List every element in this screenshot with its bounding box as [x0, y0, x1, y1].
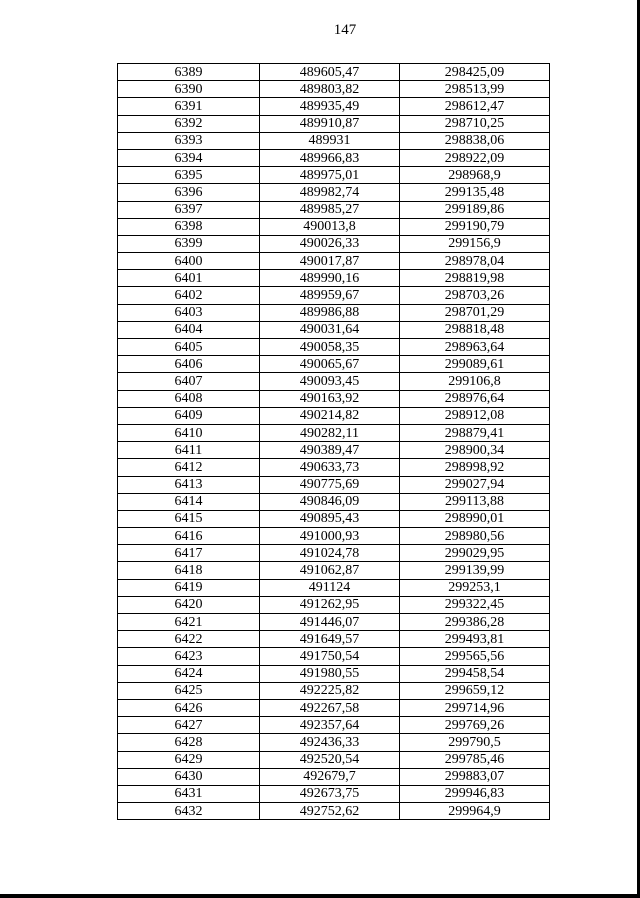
y-coordinate-cell: 299565,56: [400, 648, 550, 665]
x-coordinate-cell: 489982,74: [260, 184, 400, 201]
table-row: [118, 184, 550, 201]
y-coordinate-cell: 299785,46: [400, 751, 550, 768]
table-row: [118, 596, 550, 613]
table-row: [118, 768, 550, 785]
point-number-cell: 6414: [118, 493, 260, 510]
point-number-cell: 6425: [118, 682, 260, 699]
x-coordinate-cell: 490017,87: [260, 253, 400, 270]
x-coordinate-cell: 491062,87: [260, 562, 400, 579]
x-coordinate-cell: 491980,55: [260, 665, 400, 682]
y-coordinate-cell: 299139,99: [400, 562, 550, 579]
point-number-cell: 6406: [118, 356, 260, 373]
x-coordinate-cell: 489986,88: [260, 304, 400, 321]
table-row: [118, 785, 550, 802]
x-coordinate-cell: 491024,78: [260, 545, 400, 562]
x-coordinate-cell: 492520,54: [260, 751, 400, 768]
point-number-cell: 6392: [118, 115, 260, 132]
x-coordinate-cell: 492673,75: [260, 785, 400, 802]
table-row: [118, 665, 550, 682]
y-coordinate-cell: 299253,1: [400, 579, 550, 596]
y-coordinate-cell: 299714,96: [400, 699, 550, 716]
x-coordinate-cell: 489605,47: [260, 64, 400, 81]
coordinates-table-body: [118, 64, 550, 820]
y-coordinate-cell: 299458,54: [400, 665, 550, 682]
table-row: [118, 510, 550, 527]
table-row: [118, 734, 550, 751]
table-row: [118, 682, 550, 699]
y-coordinate-cell: 299790,5: [400, 734, 550, 751]
y-coordinate-cell: 298701,29: [400, 304, 550, 321]
y-coordinate-cell: 299946,83: [400, 785, 550, 802]
y-coordinate-cell: 299135,48: [400, 184, 550, 201]
x-coordinate-cell: 491262,95: [260, 596, 400, 613]
y-coordinate-cell: 298976,64: [400, 390, 550, 407]
y-coordinate-cell: 298819,98: [400, 270, 550, 287]
x-coordinate-cell: 490058,35: [260, 339, 400, 356]
x-coordinate-cell: 491750,54: [260, 648, 400, 665]
y-coordinate-cell: 298425,09: [400, 64, 550, 81]
point-number-cell: 6390: [118, 81, 260, 98]
point-number-cell: 6391: [118, 98, 260, 115]
y-coordinate-cell: 299659,12: [400, 682, 550, 699]
x-coordinate-cell: 491446,07: [260, 614, 400, 631]
point-number-cell: 6427: [118, 717, 260, 734]
point-number-cell: 6401: [118, 270, 260, 287]
x-coordinate-cell: 489931: [260, 132, 400, 149]
table-row: [118, 339, 550, 356]
table-row: [118, 149, 550, 166]
table-row: [118, 356, 550, 373]
point-number-cell: 6411: [118, 442, 260, 459]
table-row: [118, 115, 550, 132]
table-row: [118, 167, 550, 184]
x-coordinate-cell: 490895,43: [260, 510, 400, 527]
y-coordinate-cell: 299113,88: [400, 493, 550, 510]
y-coordinate-cell: 298612,47: [400, 98, 550, 115]
table-row: [118, 614, 550, 631]
x-coordinate-cell: 490093,45: [260, 373, 400, 390]
table-row: [118, 270, 550, 287]
y-coordinate-cell: 299156,9: [400, 235, 550, 252]
point-number-cell: 6389: [118, 64, 260, 81]
point-number-cell: 6413: [118, 476, 260, 493]
point-number-cell: 6426: [118, 699, 260, 716]
x-coordinate-cell: 489975,01: [260, 167, 400, 184]
table-row: [118, 132, 550, 149]
x-coordinate-cell: 490282,11: [260, 424, 400, 441]
table-row: [118, 218, 550, 235]
x-coordinate-cell: 491124: [260, 579, 400, 596]
point-number-cell: 6405: [118, 339, 260, 356]
point-number-cell: 6419: [118, 579, 260, 596]
table-row: [118, 235, 550, 252]
table-row: [118, 442, 550, 459]
y-coordinate-cell: 298922,09: [400, 149, 550, 166]
table-row: [118, 390, 550, 407]
point-number-cell: 6397: [118, 201, 260, 218]
point-number-cell: 6400: [118, 253, 260, 270]
point-number-cell: 6409: [118, 407, 260, 424]
point-number-cell: 6428: [118, 734, 260, 751]
x-coordinate-cell: 490389,47: [260, 442, 400, 459]
table-row: [118, 459, 550, 476]
x-coordinate-cell: 489935,49: [260, 98, 400, 115]
point-number-cell: 6422: [118, 631, 260, 648]
y-coordinate-cell: 298513,99: [400, 81, 550, 98]
x-coordinate-cell: 490031,64: [260, 321, 400, 338]
x-coordinate-cell: 492267,58: [260, 699, 400, 716]
table-row: [118, 201, 550, 218]
y-coordinate-cell: 299029,95: [400, 545, 550, 562]
point-number-cell: 6393: [118, 132, 260, 149]
table-row: [118, 407, 550, 424]
table-row: [118, 545, 550, 562]
y-coordinate-cell: 298963,64: [400, 339, 550, 356]
table-row: [118, 253, 550, 270]
table-row: [118, 648, 550, 665]
x-coordinate-cell: 492752,62: [260, 803, 400, 820]
point-number-cell: 6399: [118, 235, 260, 252]
y-coordinate-cell: 298978,04: [400, 253, 550, 270]
y-coordinate-cell: 299386,28: [400, 614, 550, 631]
point-number-cell: 6431: [118, 785, 260, 802]
y-coordinate-cell: 298818,48: [400, 321, 550, 338]
x-coordinate-cell: 489910,87: [260, 115, 400, 132]
y-coordinate-cell: 299964,9: [400, 803, 550, 820]
table-row: [118, 528, 550, 545]
coordinates-table: [117, 63, 550, 820]
point-number-cell: 6396: [118, 184, 260, 201]
point-number-cell: 6430: [118, 768, 260, 785]
table-row: [118, 304, 550, 321]
x-coordinate-cell: 492679,7: [260, 768, 400, 785]
table-row: [118, 803, 550, 820]
point-number-cell: 6432: [118, 803, 260, 820]
x-coordinate-cell: 492436,33: [260, 734, 400, 751]
table-row: [118, 631, 550, 648]
point-number-cell: 6398: [118, 218, 260, 235]
point-number-cell: 6410: [118, 424, 260, 441]
table-row: [118, 476, 550, 493]
y-coordinate-cell: 298710,25: [400, 115, 550, 132]
point-number-cell: 6407: [118, 373, 260, 390]
y-coordinate-cell: 298980,56: [400, 528, 550, 545]
table-row: [118, 493, 550, 510]
x-coordinate-cell: 491649,57: [260, 631, 400, 648]
y-coordinate-cell: 298703,26: [400, 287, 550, 304]
y-coordinate-cell: 299493,81: [400, 631, 550, 648]
y-coordinate-cell: 299106,8: [400, 373, 550, 390]
point-number-cell: 6402: [118, 287, 260, 304]
x-coordinate-cell: 489966,83: [260, 149, 400, 166]
point-number-cell: 6395: [118, 167, 260, 184]
y-coordinate-cell: 298900,34: [400, 442, 550, 459]
x-coordinate-cell: 490026,33: [260, 235, 400, 252]
point-number-cell: 6404: [118, 321, 260, 338]
y-coordinate-cell: 299322,45: [400, 596, 550, 613]
y-coordinate-cell: 299190,79: [400, 218, 550, 235]
y-coordinate-cell: 299027,94: [400, 476, 550, 493]
x-coordinate-cell: 492357,64: [260, 717, 400, 734]
y-coordinate-cell: 299089,61: [400, 356, 550, 373]
x-coordinate-cell: 490013,8: [260, 218, 400, 235]
point-number-cell: 6418: [118, 562, 260, 579]
point-number-cell: 6420: [118, 596, 260, 613]
point-number-cell: 6394: [118, 149, 260, 166]
table-row: [118, 81, 550, 98]
table-row: [118, 424, 550, 441]
point-number-cell: 6403: [118, 304, 260, 321]
x-coordinate-cell: 491000,93: [260, 528, 400, 545]
page-number: 147: [333, 22, 357, 38]
y-coordinate-cell: 298968,9: [400, 167, 550, 184]
x-coordinate-cell: 490846,09: [260, 493, 400, 510]
y-coordinate-cell: 298990,01: [400, 510, 550, 527]
page-border-bottom: [0, 894, 640, 898]
y-coordinate-cell: 298879,41: [400, 424, 550, 441]
x-coordinate-cell: 489959,67: [260, 287, 400, 304]
point-number-cell: 6408: [118, 390, 260, 407]
x-coordinate-cell: 490775,69: [260, 476, 400, 493]
point-number-cell: 6416: [118, 528, 260, 545]
table-row: [118, 287, 550, 304]
point-number-cell: 6423: [118, 648, 260, 665]
table-row: [118, 579, 550, 596]
y-coordinate-cell: 299883,07: [400, 768, 550, 785]
x-coordinate-cell: 489985,27: [260, 201, 400, 218]
x-coordinate-cell: 490633,73: [260, 459, 400, 476]
table-row: [118, 98, 550, 115]
point-number-cell: 6412: [118, 459, 260, 476]
point-number-cell: 6429: [118, 751, 260, 768]
table-row: [118, 717, 550, 734]
table-row: [118, 321, 550, 338]
point-number-cell: 6415: [118, 510, 260, 527]
y-coordinate-cell: 299769,26: [400, 717, 550, 734]
x-coordinate-cell: 490214,82: [260, 407, 400, 424]
x-coordinate-cell: 492225,82: [260, 682, 400, 699]
table-row: [118, 699, 550, 716]
table-row: [118, 751, 550, 768]
table-row: [118, 64, 550, 81]
x-coordinate-cell: 490163,92: [260, 390, 400, 407]
table-row: [118, 562, 550, 579]
x-coordinate-cell: 489803,82: [260, 81, 400, 98]
y-coordinate-cell: 298912,08: [400, 407, 550, 424]
x-coordinate-cell: 490065,67: [260, 356, 400, 373]
x-coordinate-cell: 489990,16: [260, 270, 400, 287]
y-coordinate-cell: 298838,06: [400, 132, 550, 149]
point-number-cell: 6424: [118, 665, 260, 682]
table-row: [118, 373, 550, 390]
point-number-cell: 6417: [118, 545, 260, 562]
y-coordinate-cell: 298998,92: [400, 459, 550, 476]
y-coordinate-cell: 299189,86: [400, 201, 550, 218]
point-number-cell: 6421: [118, 614, 260, 631]
